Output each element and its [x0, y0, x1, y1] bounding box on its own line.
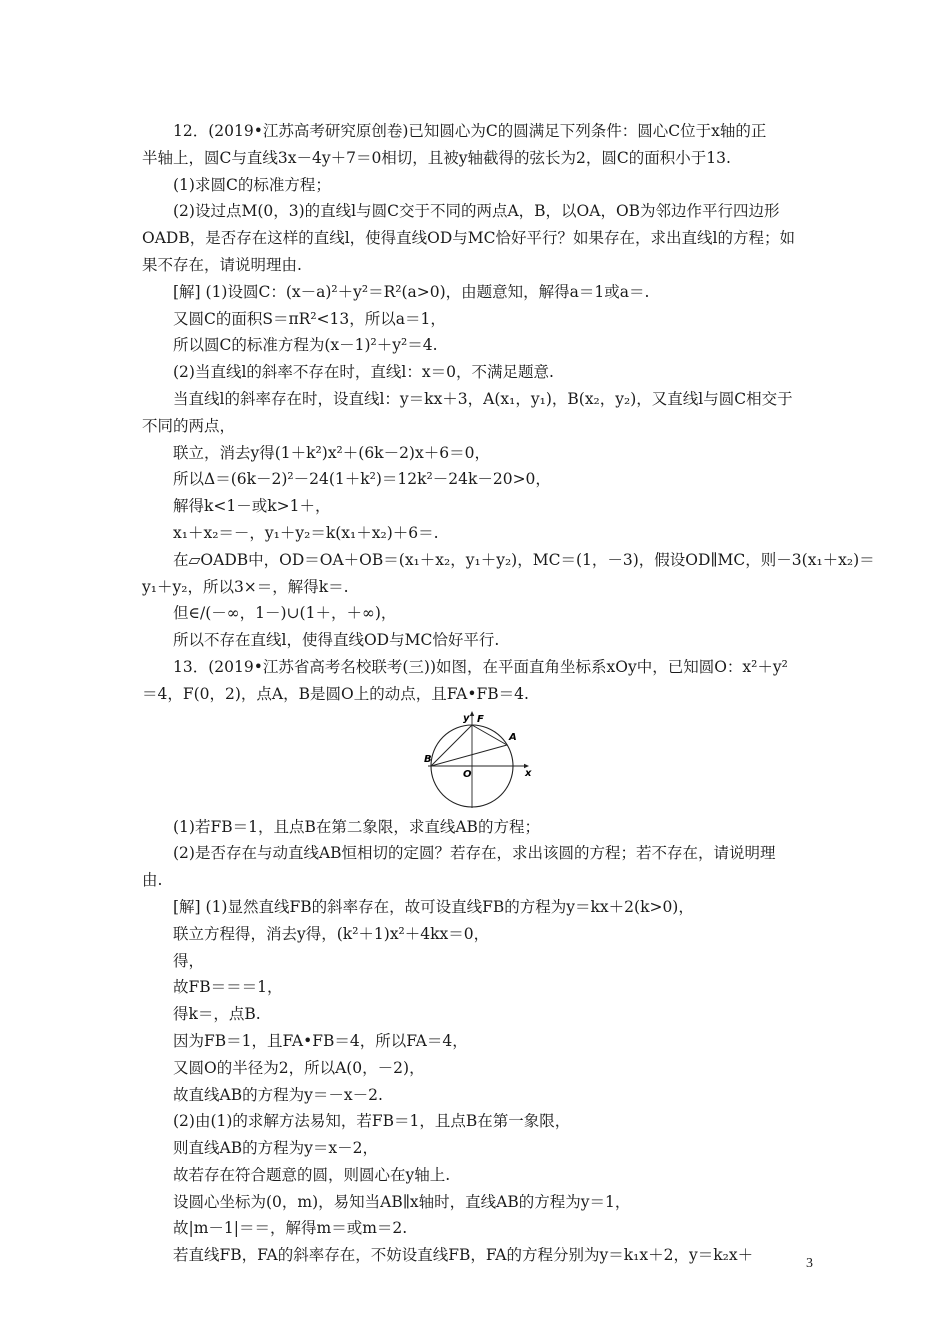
text-line: [解] (1)显然直线FB的斜率存在，故可设直线FB的方程为y＝kx＋2(k>0)，	[173, 897, 694, 916]
text-line: 因为FB＝1，且FA•FB＝4，所以FA＝4，	[173, 1031, 468, 1050]
label-b: B	[424, 753, 432, 765]
text-line: 所以圆C的标准方程为(x－1)²＋y²＝4.	[173, 336, 438, 355]
text-line: (2)由(1)的求解方法易知，若FB＝1，且点B在第一象限，	[173, 1112, 571, 1131]
text-line: 13．(2019•江苏省高考名校联考(三))如图，在平面直角坐标系xOy中，已知圆O：x²＋y²	[173, 657, 788, 676]
label-a: A	[509, 731, 517, 743]
segment-ab	[431, 745, 507, 766]
page-number: 3	[806, 1256, 813, 1271]
text-line: 故FB＝＝＝1，	[173, 978, 283, 997]
text-line: 所以不存在直线l，使得直线OD与MC恰好平行.	[173, 631, 500, 650]
label-o: O	[463, 768, 472, 780]
text-line: 不同的两点，	[142, 416, 236, 435]
text-line: 解得k<1－或k>1＋，	[173, 497, 331, 516]
text-line: (2)当直线l的斜率不存在时，直线l：x＝0，不满足题意.	[173, 363, 554, 382]
label-y: y	[463, 712, 470, 724]
text-line: 故直线AB的方程为y＝－x－2.	[173, 1085, 383, 1104]
text-line: 又圆C的面积S＝πR²<13，所以a＝1，	[173, 309, 446, 328]
text-line: x₁＋x₂＝－，y₁＋y₂＝k(x₁＋x₂)＋6＝.	[173, 523, 439, 542]
text-line: 12．(2019•江苏高考研究原创卷)已知圆心为C的圆满足下列条件：圆心C位于x轴的正	[173, 122, 767, 140]
y-axis-arrow	[470, 711, 474, 716]
text-line: 在▱OADB中，OD＝OA＋OB＝(x₁＋x₂，y₁＋y₂)，MC＝(1，－3)，假设OD∥MC，则－3(x₁＋x₂)＝	[173, 550, 875, 569]
text-line: (2)设过点M(0，3)的直线l与圆C交于不同的两点A，B，以OA，OB为邻边作平行四边形	[173, 202, 780, 221]
page-content	[142, 118, 875, 1269]
text-line: 得k＝，点B.	[173, 1005, 261, 1024]
text-line: (1)若FB＝1，且点B在第二象限，求直线AB的方程；	[173, 817, 540, 836]
text-line: 又圆O的半径为2，所以A(0，－2)，	[173, 1058, 425, 1077]
text-line: 半轴上，圆C与直线3x－4y＋7＝0相切，且被y轴截得的弦长为2，圆C的面积小于13.	[142, 148, 731, 167]
text-block-problem-12	[142, 118, 875, 708]
text-line: 果不存在，请说明理由.	[142, 255, 302, 274]
text-line: y₁＋y₂，所以3×＝，解得k＝.	[142, 577, 349, 596]
text-line: (1)求圆C的标准方程；	[173, 175, 331, 194]
text-line: 故若存在符合题意的圆，则圆心在y轴上.	[173, 1165, 451, 1184]
text-line: (2)是否存在与动直线AB恒相切的定圆？若存在，求出该圆的方程；若不存在，请说明理	[173, 844, 776, 863]
text-line: 设圆心坐标为(0，m)，易知当AB∥x轴时，直线AB的方程为y＝1，	[173, 1192, 631, 1211]
text-line: ＝4，F(0，2)，点A，B是圆O上的动点，且FA•FB＝4.	[142, 684, 529, 703]
segment-fa	[472, 725, 507, 745]
text-line: 由.	[142, 871, 163, 890]
figure-container	[142, 708, 818, 814]
text-line: 联立方程得，消去y得，(k²＋1)x²＋4kx＝0，	[173, 924, 490, 943]
text-line: 若直线FB，FA的斜率存在，不妨设直线FB，FA的方程分别为y＝k₁x＋2，y＝k₂x＋	[173, 1246, 754, 1265]
text-line: 联立，消去y得(1＋k²)x²＋(6k－2)x＋6＝0，	[173, 443, 490, 462]
text-line: 所以Δ＝(6k－2)²－24(1＋k²)＝12k²－24k－20>0，	[173, 470, 551, 489]
text-line: 但∈/(－∞，1－)∪(1＋，＋∞)，	[173, 604, 397, 623]
text-line: 则直线AB的方程为y＝x－2，	[173, 1139, 378, 1158]
text-line: OADB，是否存在这样的直线l，使得直线OD与MC恰好平行？如果存在，求出直线l的方程；如	[142, 229, 796, 248]
label-x: x	[525, 767, 532, 779]
label-f: F	[477, 713, 484, 725]
text-line: 当直线l的斜率存在时，设直线l：y＝kx＋3，A(x₁，y₁)，B(x₂，y₂)，又直线l与圆C相交于	[173, 389, 793, 408]
circle-figure	[424, 710, 532, 810]
text-block-problem-13-parts	[142, 814, 818, 1270]
text-line: 得，	[173, 951, 205, 970]
text-line: [解] (1)设圆C：(x－a)²＋y²＝R²(a>0)，由题意知，解得a＝1或a＝.	[173, 282, 650, 301]
text-line: 故|m－1|＝＝，解得m＝或m＝2.	[173, 1219, 408, 1238]
